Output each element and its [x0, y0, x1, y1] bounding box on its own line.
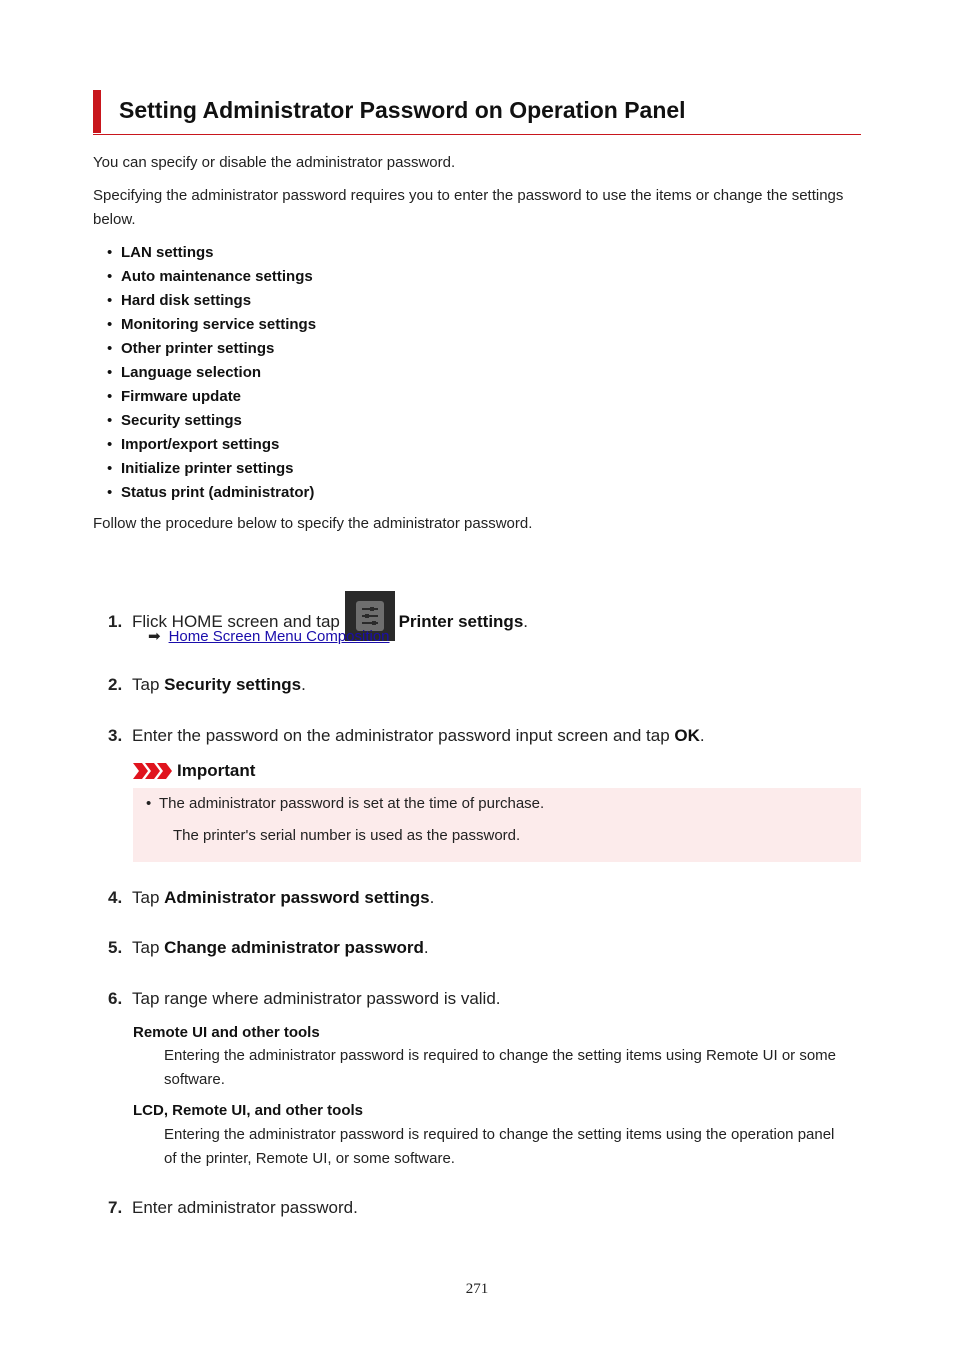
- list-item: • Initialize printer settings: [107, 460, 294, 477]
- title-accent-bar: [93, 90, 101, 133]
- list-item: • Auto maintenance settings: [107, 268, 313, 285]
- list-item: • Monitoring service settings: [107, 316, 317, 333]
- procedure-intro: Follow the procedure below to specify the administrator password.: [93, 515, 533, 532]
- list-item: • Status print (administrator): [107, 484, 315, 501]
- important-heading: [133, 761, 255, 785]
- intro-paragraph-2: Specifying the administrator password requires you to enter the password to use the items or change the settings below.: [93, 187, 844, 228]
- page-title-block: [93, 90, 861, 135]
- list-item: • Other printer settings: [107, 340, 275, 357]
- step-7: 7. Enter administrator password.: [108, 1198, 358, 1217]
- important-box: [133, 788, 861, 862]
- range-desc-1: Entering the administrator password is required to change the setting items using Remote UI or some software.: [164, 1047, 836, 1088]
- related-link: [148, 626, 390, 648]
- important-detail: The printer's serial number is used as the password.: [173, 827, 521, 844]
- step-6: 6. Tap range where administrator password is valid.: [108, 989, 501, 1008]
- page-number: 271: [465, 1281, 489, 1297]
- list-item: • LAN settings: [107, 244, 214, 261]
- intro-paragraph-1: You can specify or disable the administrator password.: [93, 154, 456, 171]
- step-5: 5. Tap Change administrator password.: [108, 938, 429, 957]
- range-desc-2: Entering the administrator password is required to change the setting items using the operation panel of the printer, Remote UI, or some software.: [164, 1126, 835, 1167]
- settings-list: [107, 241, 316, 505]
- home-screen-menu-link[interactable]: Home Screen Menu Composition: [168, 628, 390, 645]
- list-item: • Hard disk settings: [107, 292, 252, 309]
- important-label: Important: [177, 761, 256, 780]
- important-chevron-icon: [133, 762, 173, 780]
- list-item: • Import/export settings: [107, 436, 280, 453]
- step-4: 4. Tap Administrator password settings.: [108, 888, 435, 907]
- step-1: 1. Flick HOME screen and tap Printer settings.: [108, 591, 528, 641]
- page-title: Setting Administrator Password on Operation Panel: [119, 97, 686, 123]
- list-item: • Security settings: [107, 412, 242, 429]
- list-item: • Language selection: [107, 364, 262, 381]
- arrow-right-icon: ➡: [148, 628, 161, 645]
- range-term-2: LCD, Remote UI, and other tools: [133, 1102, 364, 1119]
- important-note: • The administrator password is set at the time of purchase.: [146, 795, 545, 812]
- step-2: 2. Tap Security settings.: [108, 675, 306, 694]
- list-item: • Firmware update: [107, 388, 242, 405]
- range-term-1: Remote UI and other tools: [133, 1024, 320, 1041]
- step-3: 3. Enter the password on the administrator password input screen and tap OK.: [108, 726, 705, 745]
